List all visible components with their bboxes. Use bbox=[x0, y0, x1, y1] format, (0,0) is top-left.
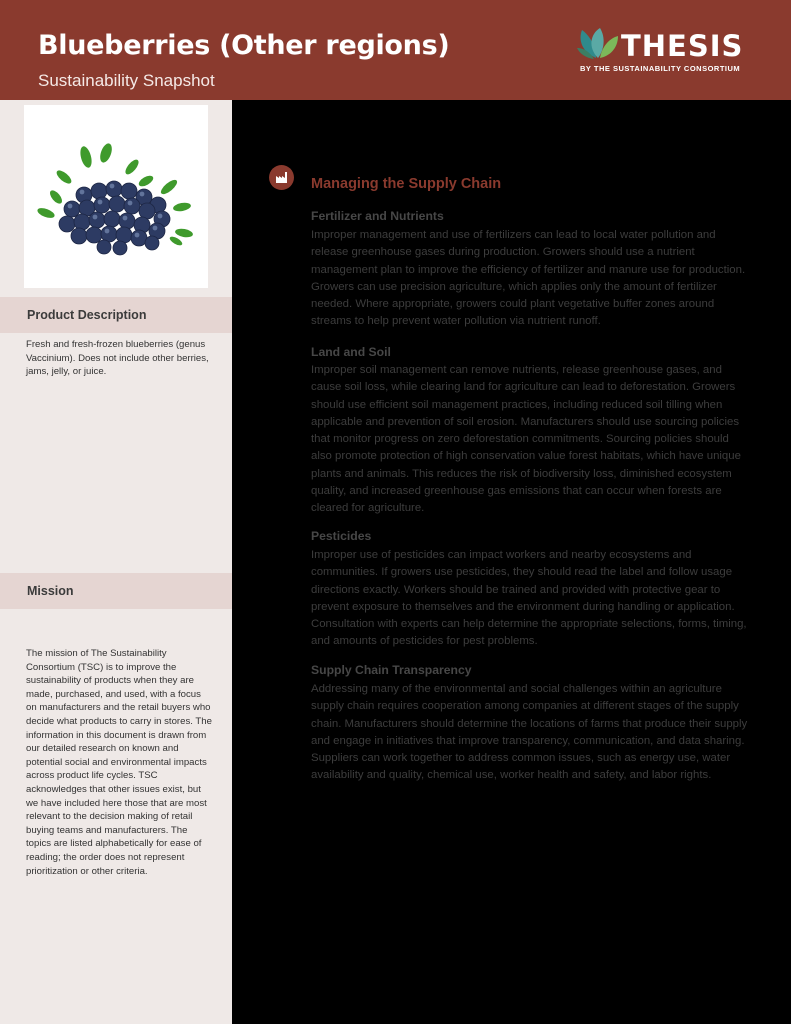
section-text-land-soil: Improper soil management can remove nutrients, release greenhouse gases, and cause soil loss, while clearing land for agriculture can lead to deforestation. Growers should use efficient soil management practices, including reduced soil tilling when applicable and prevention of soil erosion. Manufacturers should use sourcing policies that monitor progress on zero deforestation commitments. Sourcing policies should also promote protection of high conservation value forest habitats, which have unique plants and animals. This reduces the risk of biodiversity loss, diminished ecosystem quality, and increased greenhouse gas emissions that can occur when forests are cleared for agriculture. bbox=[311, 364, 741, 515]
page-header bbox=[0, 0, 791, 100]
product-description-text: Fresh and fresh-frozen blueberries (genus Vaccinium). Does not include other berries, jams, jelly, or juice. bbox=[26, 339, 209, 378]
mission-header bbox=[0, 573, 232, 609]
page-title: Blueberries (Other regions) bbox=[38, 30, 450, 61]
logo-tagline: BY THE SUSTAINABILITY CONSORTIUM bbox=[580, 64, 741, 73]
product-description-header bbox=[0, 297, 232, 333]
main-title: Managing the Supply Chain bbox=[311, 176, 502, 192]
product-photo bbox=[24, 105, 208, 288]
section-text-pesticides: Improper use of pesticides can impact workers and nearby ecosystems and communities. If growers use pesticides, they should read the label and follow usage directions exactly. Workers should be trained and provided with protective gear to prevent exposure to themselves and the environment during handling or application. Consultation with experts can help determine the appropriate selections, forms, timing, and amounts of pesticides for pest problems. bbox=[311, 549, 747, 648]
section-text-transparency: Addressing many of the environmental and social challenges within an agriculture supply chain requires cooperation among companies at different stages of the supply chain. Manufacturers should determine the locations of farms that produce their supply and engage in initiatives that improve transparency, communication, and data sharing. Suppliers can work together to address common issues, such as energy use, water availability and quality, chemical use, worker health and safety, and labor rights. bbox=[311, 683, 748, 782]
thesis-logo bbox=[576, 26, 746, 76]
logo-wordmark: THESIS bbox=[621, 29, 744, 63]
section-heading-pesticides: Pesticides bbox=[311, 529, 372, 543]
section-text-fertilizer: Improper management and use of fertilizers can lead to local water pollution and release greenhouse gases during production. Growers should use a nutrient management plan to improve the efficiency of fertilizer and manure use for production. Growers can use precision agriculture, which applies only the amount of fertilizer needed. Where appropriate, growers could plant vegetative buffer zones around streams to help prevent water pollution via nutrient runoff. bbox=[311, 229, 746, 328]
leaf-logo-icon bbox=[576, 26, 620, 62]
mission-heading: Mission bbox=[27, 584, 74, 598]
page-subtitle: Sustainability Snapshot bbox=[38, 71, 215, 90]
section-heading-transparency: Supply Chain Transparency bbox=[311, 663, 472, 677]
product-description-heading: Product Description bbox=[27, 308, 147, 322]
factory-icon bbox=[269, 165, 294, 190]
section-heading-fertilizer: Fertilizer and Nutrients bbox=[311, 209, 444, 223]
mission-text: The mission of The Sustainability Consortium (TSC) is to improve the sustainability of products when they are made, purchased, and used, with a focus on manufacturers and the retail buyers who decide what products to carry in stores. The information in this document is drawn from our detailed research on known and potential social and environmental impacts across product life cycles. TSC acknowledges that other issues exist, but we have included here those that are most relevant to the decision making of retail buying teams and manufacturers. The topics are listed alphabetically for ease of reading; the order does not represent prioritization or other criteria. bbox=[26, 648, 212, 877]
section-heading-land-soil: Land and Soil bbox=[311, 345, 391, 359]
blueberries-image bbox=[24, 105, 208, 288]
